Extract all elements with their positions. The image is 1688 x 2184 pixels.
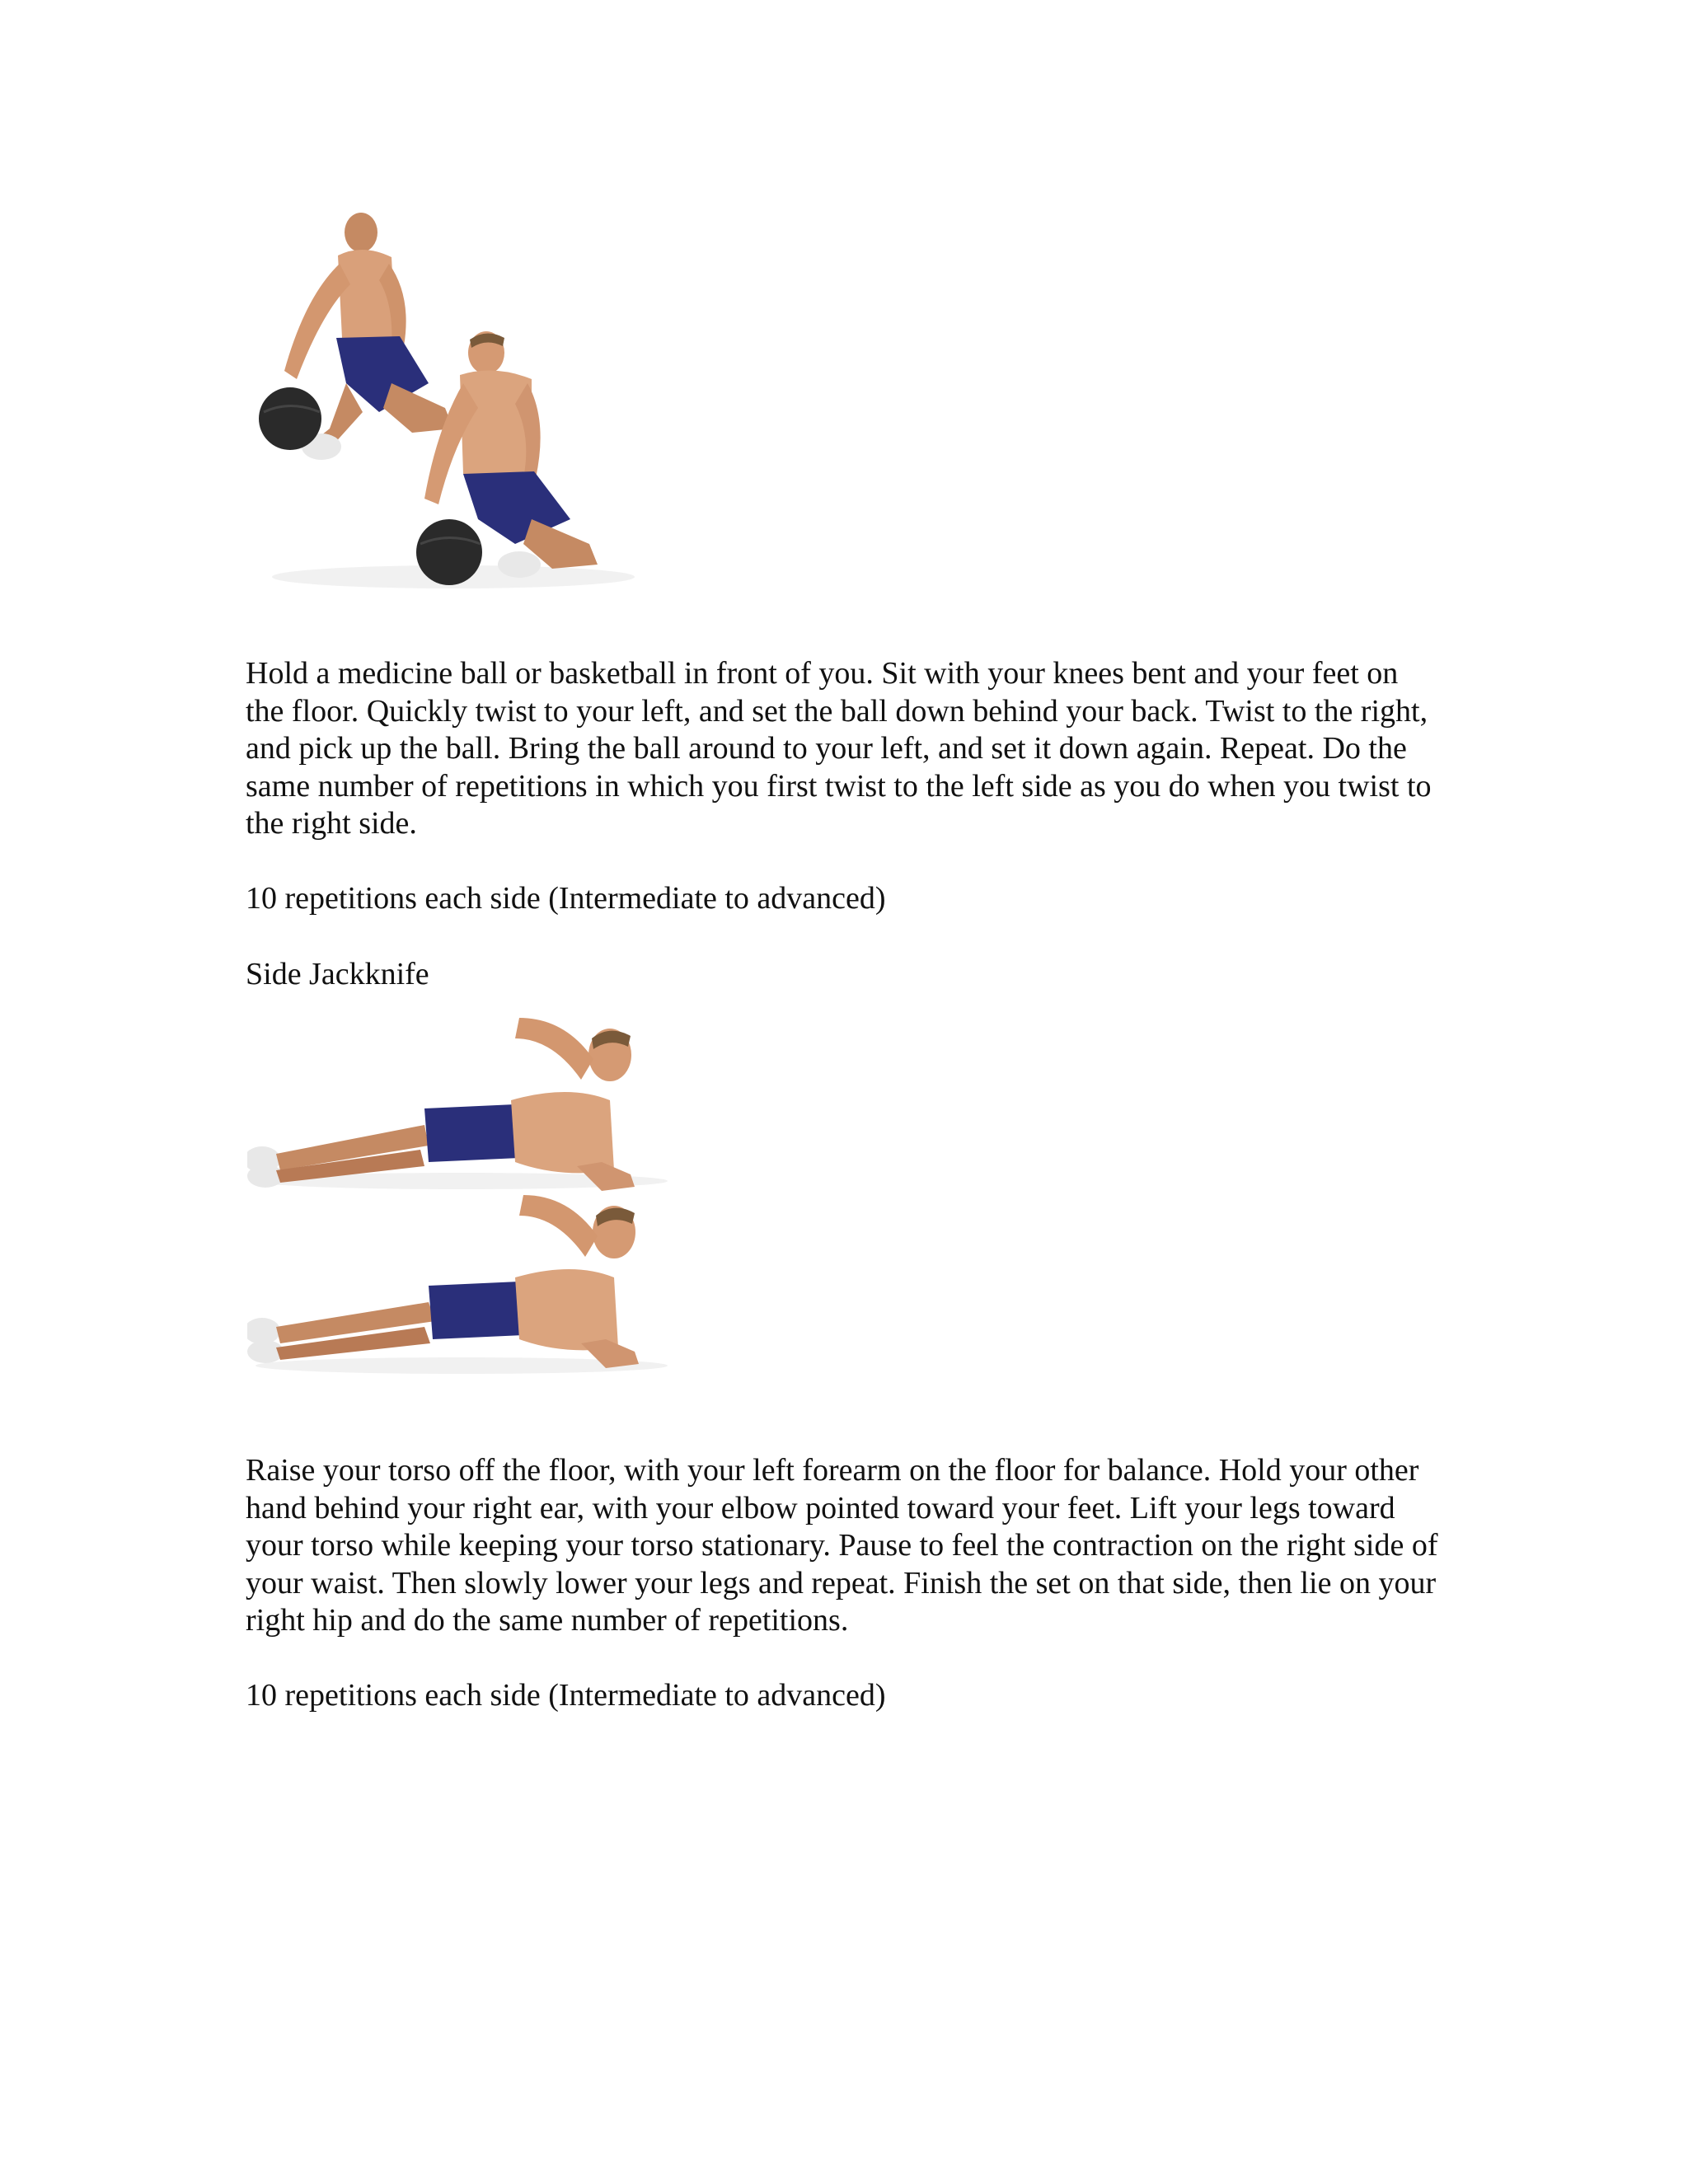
- exercise-2-reps: 10 repetitions each side (Intermediate to advanced): [246, 1678, 886, 1713]
- exercise-2-title: Side Jackknife: [246, 957, 429, 991]
- figure-jackknife-bottom: [247, 1195, 668, 1374]
- exercise-1-reps: 10 repetitions each side (Intermediate to advanced): [246, 881, 886, 916]
- exercise-2-instructions: Raise your torso off the floor, with your left forearm on the floor for balance. Hold your other hand behind your right ear, with your elbow pointed toward your feet. Lift your legs toward your torso while keeping your torso stationary. Pause to feel the contraction on the right side of your waist. Then slowly lower your legs and repeat. Finish the set on that side, then lie on your right hip and do the same number of repetitions.: [246, 1453, 1438, 1638]
- side-jackknife-svg: [247, 1001, 676, 1397]
- figure-jackknife-top: [247, 1018, 668, 1191]
- medicine-ball-twist-svg: [247, 206, 651, 618]
- figure-person-front: [416, 331, 598, 585]
- medicine-ball-twist-illustration: [247, 206, 651, 618]
- exercise-1-instructions: Hold a medicine ball or basketball in front of you. Sit with your knees bent and your feet on the floor. Quickly twist to your left, and set the ball down behind your back. Twist to the right, and pick up the ball. Bring the ball around to your left, and set it down again. Repeat. Do the same number of repetitions in which you first twist to the left side as you do when you twist to the right side.: [246, 656, 1432, 841]
- figure-person-back: [259, 213, 453, 460]
- side-jackknife-illustration: [247, 1001, 676, 1397]
